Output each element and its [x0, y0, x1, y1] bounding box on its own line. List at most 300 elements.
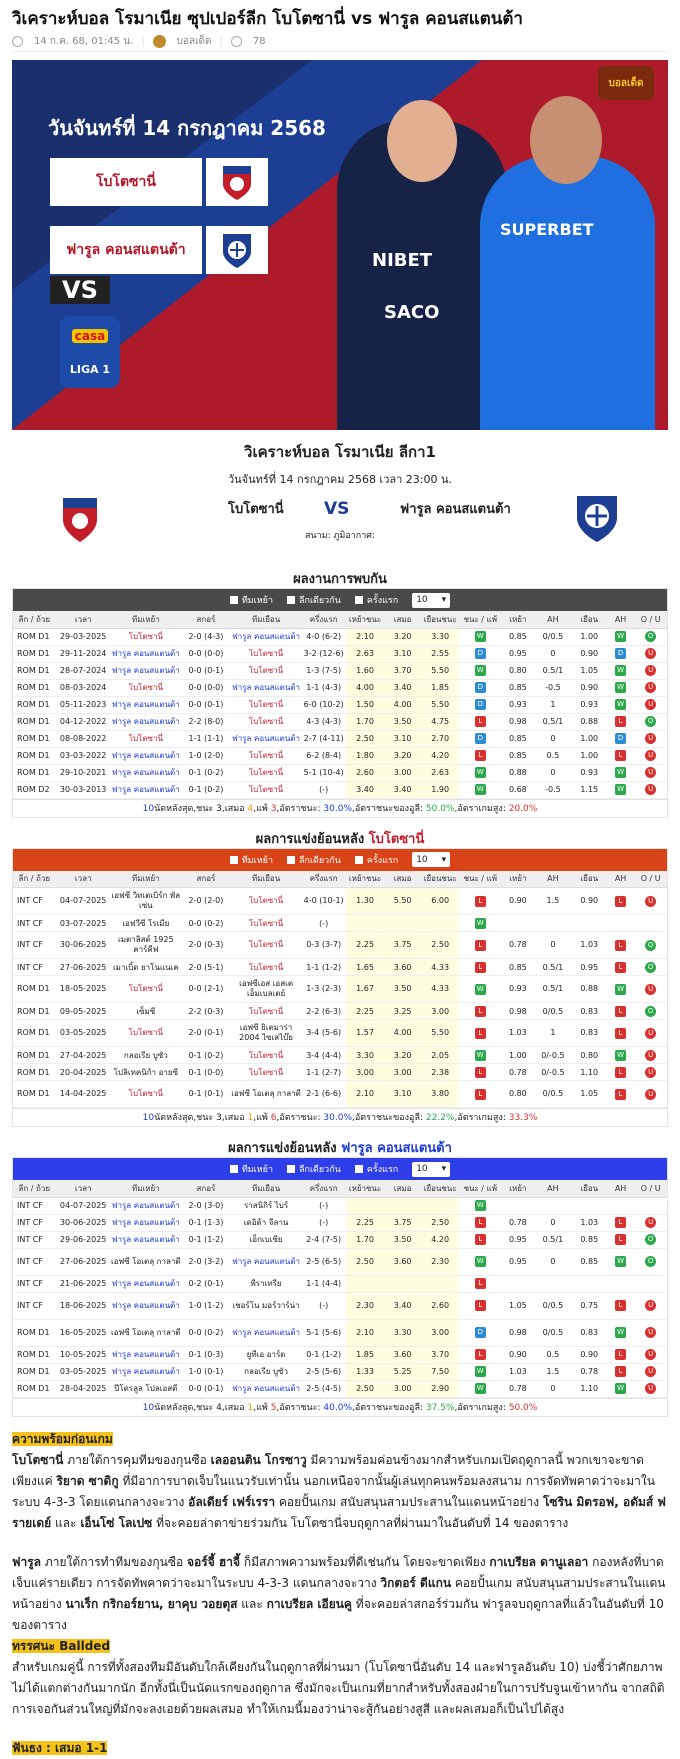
home-odds-cell: 2.25	[346, 1214, 384, 1231]
filter-same-league[interactable]: ลีกเดียวกัน	[287, 1162, 341, 1176]
ah-home-cell: 0.95	[502, 1231, 535, 1248]
ah-away-cell: 0.88	[572, 713, 607, 730]
half-time-cell: (-)	[301, 781, 346, 798]
ah-result-cell: W	[607, 1319, 635, 1346]
date-cell: 10-05-2025	[56, 1346, 111, 1363]
column-header: เวลา	[56, 1180, 111, 1197]
away-team-cell[interactable]: โบโตซานี่	[231, 645, 301, 662]
ah-result-cell: L	[607, 713, 635, 730]
ah-line-cell: 0/0.5	[534, 1319, 572, 1346]
home-odds-cell: 1.80	[346, 747, 384, 764]
ah-home-cell: 0.95	[502, 1248, 535, 1275]
result-cell: W	[459, 915, 502, 932]
away-team-cell[interactable]: ยูทีเอ อาร์ด	[231, 1346, 301, 1363]
score-cell: 2-0 (4-3)	[181, 628, 231, 645]
score-cell: 1-0 (0-1)	[181, 1363, 231, 1380]
ah-line-cell: -0.5	[534, 781, 572, 798]
half-time-cell: 3-2 (12-6)	[301, 645, 346, 662]
table-row	[13, 764, 667, 781]
ah-line-cell: 0.5/1	[534, 713, 572, 730]
away-team-cell[interactable]: โบโตซานี่	[231, 932, 301, 959]
score-cell: 0-0 (2-1)	[181, 976, 231, 1003]
ah-result-cell: L	[607, 959, 635, 976]
ah-home-cell: 0.98	[502, 713, 535, 730]
away-team-paragraph: ฟารูล ภายใต้การทำทีมของกุนซือ จอร์จี้ ฮาจี้ ก็มีสภาพความพร้อมที่ดีเช่นกัน โดยจะขาดเพียง กาเบรียล ดานูเลอา กองหลังที่บาดเจ็บแค่รายเดียว การจัดทัพคาดว่าจะมาในระบบ 4-3-3 แดนกลางจะวาง วิกตอร์ ดีแกน คอยปั้นเกม สนับสนุนสามประสานในแดนหน้าอย่าง นาเร็ก กริกอร์ยาน, ยาคุบ วอยตุส และ กาเบรียล เอียนคู ที่จะคอยล่าสกอร์ร่วมกัน ฟารูลจบฤดูกาลที่แล้วในอันดับที่ 10 ของตาราง	[12, 1554, 666, 1632]
draw-odds-cell: 4.00	[384, 696, 422, 713]
league-cell: INT CF	[13, 915, 56, 932]
author-avatar	[153, 35, 166, 48]
table-row	[13, 679, 667, 696]
date-cell: 27-06-2025	[56, 959, 111, 976]
home-team-cell[interactable]: ฟารูล คอนสแตนต้า	[111, 1275, 181, 1292]
result-cell: L	[459, 1020, 502, 1047]
league-cell: ROM D1	[13, 730, 56, 747]
filter-first-half[interactable]: ครั้งแรก	[355, 593, 398, 607]
away-odds-cell: 4.20	[421, 1231, 459, 1248]
date-cell: 18-05-2025	[56, 976, 111, 1003]
away-team-cell[interactable]: ฟารูล คอนสแตนต้า	[231, 679, 301, 696]
result-cell: L	[459, 1214, 502, 1231]
ou-cell: O	[634, 713, 667, 730]
ah-result-cell: L	[607, 1363, 635, 1380]
away-team-cell[interactable]: เชอร์โน มอร์วาร์น่า	[231, 1292, 301, 1319]
table-row	[13, 1292, 667, 1319]
home-odds-cell: 2.50	[346, 1248, 384, 1275]
away-team-cell[interactable]: โบโตซานี่	[231, 696, 301, 713]
filter-same-league[interactable]: ลีกเดียวกัน	[287, 853, 341, 867]
ah-result-cell: L	[607, 1231, 635, 1248]
home-team-cell[interactable]: โปลิเทคนิก้า อายซี	[111, 1064, 181, 1081]
home-team-cell[interactable]: โบโตซานี่	[111, 1020, 181, 1047]
prediction-paragraph: สำหรับเกมคู่นี้ การที่ทั้งสองทีมมีอันดับใกล้เคียงกันในฤดูกาลที่ผ่านมา (โบโตซานี่อันดับ 14 และฟารูลอันดับ 10) บ่งชี้ว่าศักยภาพไม่ได้แตกต่างกันมากนัก อีกทั้งนี่เป็นนัดแรกของฤดูกาล ซึ่งมักจะเป็นเกมที่ยากสำหรับทั้งสองฝ่ายในการปรับจูนเข้าหากัน จากสถิติการเจอกันส่วนใหญ่ที่มักจะลงเอยด้วยผลเสมอ ทำให้เกมนี้มองว่าน่าจะสู้กันอย่างสูสี และผลเสมอก็เป็นไปได้สูง	[12, 1659, 665, 1716]
away-team-cell[interactable]: ฟารูล คอนสแตนต้า	[231, 730, 301, 747]
home-odds-cell: 2.50	[346, 730, 384, 747]
away-team-cell[interactable]: พีราเทรีย	[231, 1275, 301, 1292]
result-cell: L	[459, 1231, 502, 1248]
column-header: AH	[607, 611, 635, 628]
away-team-cell[interactable]: ฟารูล คอนสแตนต้า	[231, 628, 301, 645]
league-cell: ROM D1	[13, 764, 56, 781]
half-time-cell: 1-1 (2-7)	[301, 1064, 346, 1081]
home-team-cell[interactable]: ฟารูล คอนสแตนต้า	[111, 662, 181, 679]
home-team-cell[interactable]: โบโตซานี่	[111, 976, 181, 1003]
half-time-cell: 3-4 (4-4)	[301, 1047, 346, 1064]
ou-cell: O	[634, 1003, 667, 1020]
count-select[interactable]: 10 ▾	[412, 593, 450, 608]
ou-cell	[634, 1275, 667, 1292]
date-cell: 04-07-2025	[56, 888, 111, 915]
home-team-cell[interactable]: เซ็มซี	[111, 1003, 181, 1020]
away-team-cell[interactable]: กลอเรีย บูซัว	[231, 1363, 301, 1380]
h2h-table	[13, 611, 667, 799]
draw-odds-cell: 3.00	[384, 1064, 422, 1081]
draw-odds-cell: 3.00	[384, 1380, 422, 1397]
home-team-cell[interactable]: เอฟซี โอเตลุ กาลาตี	[111, 1248, 181, 1275]
date-cell: 20-04-2025	[56, 1064, 111, 1081]
draw-odds-cell: 3.20	[384, 747, 422, 764]
score-cell: 1-0 (2-0)	[181, 747, 231, 764]
ah-away-cell: 1.05	[572, 662, 607, 679]
half-time-cell: 4-3 (4-3)	[301, 713, 346, 730]
ah-line-cell	[534, 1197, 572, 1214]
league-cell: ROM D1	[13, 1064, 56, 1081]
away-team-cell[interactable]: ฟารูล คอนสแตนต้า	[231, 1380, 301, 1397]
score-cell: 1-1 (1-1)	[181, 730, 231, 747]
banner-date: วันจันทร์ที่ 14 กรกฎาคม 2568	[48, 116, 326, 140]
result-cell: D	[459, 645, 502, 662]
league-cell: INT CF	[13, 1248, 56, 1275]
table-row	[13, 781, 667, 798]
analysis-heading: วิเคราะห์บอล โรมาเนีย ลีกา1	[244, 443, 436, 461]
ah-home-cell: 0.95	[502, 645, 535, 662]
ah-result-cell: W	[607, 764, 635, 781]
home-team-cell[interactable]: เมาเบิ้ด ยาโนแนเค	[111, 959, 181, 976]
table-row	[13, 713, 667, 730]
league-cell: ROM D1	[13, 1003, 56, 1020]
home-team-cell[interactable]: เอฟซี โอเตลุ กาลาตี	[111, 1319, 181, 1346]
ou-cell: U	[634, 976, 667, 1003]
ah-away-cell: 0.83	[572, 1319, 607, 1346]
table-row	[13, 1319, 667, 1346]
home-odds-cell: 4.00	[346, 679, 384, 696]
home-odds-cell: 2.10	[346, 1081, 384, 1108]
draw-odds-cell: 4.00	[384, 1020, 422, 1047]
away-odds-cell: 2.90	[421, 1380, 459, 1397]
ah-line-cell: 0	[534, 1380, 572, 1397]
result-cell: W	[459, 1197, 502, 1214]
home-team-cell[interactable]: ฟารูล คอนสแตนต้า	[111, 1292, 181, 1319]
table-row	[13, 1363, 667, 1380]
draw-odds-cell: 3.40	[384, 1292, 422, 1319]
score-cell: 0-0 (0-1)	[181, 662, 231, 679]
filter-first-half[interactable]: ครั้งแรก	[355, 1162, 398, 1176]
score-cell: 2-0 (5-1)	[181, 959, 231, 976]
date-cell: 08-08-2022	[56, 730, 111, 747]
ah-away-cell: 0.80	[572, 1047, 607, 1064]
ah-home-cell: 0.93	[502, 696, 535, 713]
date-cell: 28-07-2024	[56, 662, 111, 679]
away-team-cell[interactable]: ฟารูล คอนสแตนต้า	[231, 1319, 301, 1346]
home-odds-cell: 1.85	[346, 1346, 384, 1363]
date-cell: 05-11-2023	[56, 696, 111, 713]
away-team-cell[interactable]: เอฟซีเอส เอสเตเอ็มเบลเตย์	[231, 976, 301, 1003]
home-odds-cell: 2.10	[346, 628, 384, 645]
score-cell: 0-0 (0-1)	[181, 1380, 231, 1397]
result-cell: L	[459, 747, 502, 764]
table-row	[13, 1020, 667, 1047]
ah-away-cell: 0.85	[572, 1231, 607, 1248]
home-odds-cell: 2.60	[346, 764, 384, 781]
ah-result-cell	[607, 915, 635, 932]
draw-odds-cell: 3.60	[384, 1346, 422, 1363]
ah-result-cell: W	[607, 1047, 635, 1064]
draw-odds-cell: 3.40	[384, 781, 422, 798]
ah-line-cell: 0	[534, 645, 572, 662]
away-team-cell[interactable]: เดอิด้า จีลาน	[231, 1214, 301, 1231]
ou-cell: O	[634, 1248, 667, 1275]
home-team-cell[interactable]: ฟารูล คอนสแตนต้า	[111, 1363, 181, 1380]
away-team-cell[interactable]: เอ็กเบเซีย	[231, 1231, 301, 1248]
column-header: AH	[534, 1180, 572, 1197]
result-cell: L	[459, 959, 502, 976]
kickoff-time: วันจันทร์ที่ 14 กรกฎาคม 2568 เวลา 23:00 น.	[227, 473, 452, 486]
half-time-cell: (-)	[301, 1197, 346, 1214]
ah-home-cell: 0.98	[502, 1003, 535, 1020]
home-form-box	[12, 848, 668, 1128]
column-header: ชนะ / แพ้	[459, 871, 502, 888]
away-odds-cell: 3.00	[421, 1319, 459, 1346]
league-cell: ROM D1	[13, 747, 56, 764]
away-odds-cell	[421, 915, 459, 932]
away-filter-bar	[13, 1158, 667, 1180]
home-team-cell[interactable]: เอฟวีซี โรเมีย	[111, 915, 181, 932]
away-team-cell[interactable]: โบโตซานี่	[231, 1047, 301, 1064]
ah-away-cell: 0.83	[572, 1003, 607, 1020]
ou-cell: U	[634, 1319, 667, 1346]
date-cell: 14-04-2025	[56, 1081, 111, 1108]
home-team-cell[interactable]: ฟารูล คอนสแตนต้า	[111, 696, 181, 713]
ah-away-cell	[572, 1197, 607, 1214]
home-team-cell[interactable]: ฟารูล คอนสแตนต้า	[111, 1197, 181, 1214]
table-row	[13, 932, 667, 959]
away-team-cell[interactable]: โบโตซานี่	[231, 747, 301, 764]
half-time-cell: (-)	[301, 915, 346, 932]
away-team-name[interactable]: ฟารูล คอนสแตนต้า	[400, 502, 511, 517]
section-ready-heading: ความพร้อมก่อนเกม	[12, 1431, 113, 1446]
table-row	[13, 1064, 667, 1081]
home-team-cell[interactable]: ฟารูล คอนสแตนต้า	[111, 764, 181, 781]
home-team-cell[interactable]: ฟารูล คอนสแตนต้า	[111, 713, 181, 730]
result-cell: D	[459, 679, 502, 696]
venue-info: สนาม: ภูมิอากาศ:	[304, 531, 376, 541]
away-odds-cell: 4.33	[421, 976, 459, 1003]
ah-away-cell: 0.95	[572, 959, 607, 976]
ou-cell: U	[634, 764, 667, 781]
column-header: เหย้า	[502, 611, 535, 628]
ah-line-cell: 0.5	[534, 747, 572, 764]
column-header: O / U	[634, 611, 667, 628]
result-cell: L	[459, 1081, 502, 1108]
home-team-cell[interactable]: โบโตซานี่	[111, 628, 181, 645]
filter-same-league[interactable]: ลีกเดียวกัน	[287, 593, 341, 607]
ah-result-cell: D	[607, 645, 635, 662]
author-name[interactable]: บอลเด็ด	[176, 36, 212, 47]
column-header: ชนะ / แพ้	[459, 1180, 502, 1197]
home-team-cell[interactable]: ฟารูล คอนสแตนต้า	[111, 1214, 181, 1231]
home-odds-cell: 1.70	[346, 1231, 384, 1248]
filter-same-home[interactable]: ทีมเหย้า	[230, 1162, 273, 1176]
ah-away-cell: 1.03	[572, 1214, 607, 1231]
table-row	[13, 1380, 667, 1397]
result-cell: L	[459, 1346, 502, 1363]
ah-home-cell: 0.90	[502, 888, 535, 915]
eye-icon	[231, 36, 242, 47]
result-cell: W	[459, 1363, 502, 1380]
league-cell: INT CF	[13, 1275, 56, 1292]
ah-home-cell: 0.98	[502, 1319, 535, 1346]
league-cell: INT CF	[13, 932, 56, 959]
ah-line-cell: 0	[534, 764, 572, 781]
away-odds-cell: 4.75	[421, 713, 459, 730]
score-cell: 0-1 (1-2)	[181, 1231, 231, 1248]
draw-odds-cell: 5.25	[384, 1363, 422, 1380]
away-odds-cell: 2.63	[421, 764, 459, 781]
ou-cell: U	[634, 662, 667, 679]
result-cell: D	[459, 1319, 502, 1346]
date-cell: 04-07-2025	[56, 1197, 111, 1214]
home-odds-cell: 1.30	[346, 888, 384, 915]
away-team-cell[interactable]: โบโตซานี่	[231, 781, 301, 798]
table-row	[13, 959, 667, 976]
home-team-cell[interactable]: เมตาลิสต์ 1925 คาร์คีฟ	[111, 932, 181, 959]
away-odds-cell: 4.33	[421, 959, 459, 976]
ou-cell: U	[634, 747, 667, 764]
league-cell: ROM D1	[13, 1047, 56, 1064]
league-cell: ROM D1	[13, 645, 56, 662]
filter-same-home[interactable]: ทีมเหย้า	[230, 853, 273, 867]
count-select[interactable]: 10 ▾	[412, 852, 450, 867]
away-odds-cell: 2.60	[421, 1292, 459, 1319]
home-team-name[interactable]: โบโตซานี่	[228, 502, 284, 517]
ah-line-cell	[534, 915, 572, 932]
h2h-table-box	[12, 588, 668, 818]
home-team-cell[interactable]: ฟารูล คอนสแตนต้า	[111, 1346, 181, 1363]
away-team-cell[interactable]: โบโตซานี่	[231, 1064, 301, 1081]
ah-result-cell: W	[607, 696, 635, 713]
h2h-filter-bar	[13, 589, 667, 611]
home-team-cell[interactable]: ฟารูล คอนสแตนต้า	[111, 747, 181, 764]
result-cell: W	[459, 976, 502, 1003]
draw-odds-cell: 3.60	[384, 959, 422, 976]
half-time-cell: 6-0 (10-2)	[301, 696, 346, 713]
score-cell: 2-0 (0-1)	[181, 1020, 231, 1047]
ah-result-cell: W	[607, 662, 635, 679]
ah-line-cell: 1	[534, 1020, 572, 1047]
match-header	[12, 488, 668, 558]
away-team-cell[interactable]: โบโตซานี่	[231, 1003, 301, 1020]
home-team-cell[interactable]: โบโตซานี่	[111, 730, 181, 747]
home-team-cell[interactable]: ฟารูล คอนสแตนต้า	[111, 1231, 181, 1248]
league-cell: ROM D1	[13, 713, 56, 730]
ah-line-cell: 0/0.5	[534, 628, 572, 645]
ah-home-cell: 0.78	[502, 1064, 535, 1081]
ah-result-cell: W	[607, 679, 635, 696]
ah-away-cell: 1.00	[572, 628, 607, 645]
ah-home-cell: 0.93	[502, 976, 535, 1003]
away-team-cell[interactable]: โบโตซานี่	[231, 662, 301, 679]
score-cell: 0-0 (0-2)	[181, 1319, 231, 1346]
away-team-cell[interactable]: ฟารูล คอนสแตนต้า	[231, 1248, 301, 1275]
home-team-cell[interactable]: โบโตซานี่	[111, 679, 181, 696]
league-cell: INT CF	[13, 959, 56, 976]
ah-result-cell: W	[607, 1248, 635, 1275]
column-header: ทีมเหย้า	[111, 871, 181, 888]
result-cell: L	[459, 1292, 502, 1319]
score-cell: 0-0 (0-1)	[181, 696, 231, 713]
table-row	[13, 1003, 667, 1020]
article-title: วิเคราะห์บอล โรมาเนีย ซุปเปอร์ลีก โบโตซานี่ vs ฟารูล คอนสแตนต้า	[12, 9, 523, 29]
filter-same-home[interactable]: ทีมเหย้า	[230, 593, 273, 607]
away-team-cell[interactable]: โบโตซานี่	[231, 915, 301, 932]
away-team-cell[interactable]: ราสนิกิร์ ไบร์	[231, 1197, 301, 1214]
verdict: ฟันธง : เสมอ 1-1	[12, 1740, 108, 1755]
league-cell: ROM D1	[13, 628, 56, 645]
away-team-cell[interactable]: โบโตซานี่	[231, 764, 301, 781]
date-cell: 03-05-2025	[56, 1020, 111, 1047]
count-select[interactable]: 10 ▾	[412, 1162, 450, 1177]
home-team-cell[interactable]: โบโตซานี่	[111, 1081, 181, 1108]
ah-away-cell: 1.00	[572, 747, 607, 764]
half-time-cell: (-)	[301, 1292, 346, 1319]
away-team-cell[interactable]: เอฟซี โอเตลุ กาลาตี	[231, 1081, 301, 1108]
home-form-title: ผลการแข่งย้อนหลัง โบโตซานี่	[255, 831, 425, 847]
banner-vs: VS	[50, 276, 110, 304]
home-odds-cell: 1.57	[346, 1020, 384, 1047]
ah-result-cell: L	[607, 747, 635, 764]
date-cell: 30-03-2013	[56, 781, 111, 798]
draw-odds-cell: 3.60	[384, 1248, 422, 1275]
score-cell: 0-1 (0-1)	[181, 1081, 231, 1108]
home-team-cell[interactable]: เอฟซี วิทเตเบิร์ก พัลเซ่น	[111, 888, 181, 915]
table-row	[13, 1214, 667, 1231]
home-odds-cell	[346, 1197, 384, 1214]
away-odds-cell: 2.05	[421, 1047, 459, 1064]
result-cell: L	[459, 1003, 502, 1020]
ah-away-cell: 0.90	[572, 679, 607, 696]
half-time-cell: 2-7 (4-11)	[301, 730, 346, 747]
home-team-cell[interactable]: ปีโตรลูล โปลเอสตี	[111, 1380, 181, 1397]
filter-first-half[interactable]: ครั้งแรก	[355, 853, 398, 867]
date-cell: 16-05-2025	[56, 1319, 111, 1346]
league-cell: ROM D1	[13, 976, 56, 1003]
draw-odds-cell: 3.10	[384, 730, 422, 747]
away-team-cell[interactable]: โบโตซานี่	[231, 713, 301, 730]
draw-odds-cell: 5.50	[384, 888, 422, 915]
draw-odds-cell: 3.00	[384, 764, 422, 781]
ah-away-cell: 0.88	[572, 976, 607, 1003]
league-cell: ROM D1	[13, 696, 56, 713]
ah-result-cell: L	[607, 932, 635, 959]
result-cell: W	[459, 1248, 502, 1275]
table-row	[13, 1275, 667, 1292]
ah-line-cell: 0.5/1	[534, 976, 572, 1003]
half-time-cell: 3-4 (5-6)	[301, 1020, 346, 1047]
column-header: สกอร์	[181, 1180, 231, 1197]
away-team-cell[interactable]: โบโตซานี่	[231, 888, 301, 915]
home-odds-cell: 2.25	[346, 932, 384, 959]
ah-line-cell: -0.5	[534, 679, 572, 696]
column-header: ลีก / ถ้วย	[13, 1180, 56, 1197]
score-cell: 0-0 (0-2)	[181, 915, 231, 932]
ah-result-cell: L	[607, 1003, 635, 1020]
column-header: ทีมเหย้า	[111, 1180, 181, 1197]
away-team-cell[interactable]: โบโตซานี่	[231, 959, 301, 976]
league-cell: INT CF	[13, 1292, 56, 1319]
half-time-cell: 2-2 (6-3)	[301, 1003, 346, 1020]
result-cell: W	[459, 628, 502, 645]
half-time-cell: 2-5 (5-6)	[301, 1363, 346, 1380]
column-header: เวลา	[56, 611, 111, 628]
home-team-cell[interactable]: กลอเรีย บูซัว	[111, 1047, 181, 1064]
home-odds-cell: 1.67	[346, 976, 384, 1003]
ah-home-cell: 0.80	[502, 662, 535, 679]
away-team-cell[interactable]: เอฟซี ยิเตมาร่า 2004 ไซเสไบ๊ย	[231, 1020, 301, 1047]
league-cell: ROM D1	[13, 1380, 56, 1397]
home-team-cell[interactable]: ฟารูล คอนสแตนต้า	[111, 645, 181, 662]
home-team-cell[interactable]: ฟารูล คอนสแตนต้า	[111, 781, 181, 798]
ah-away-cell	[572, 915, 607, 932]
home-form-summary: 10นัดหลังสุด,ชนะ 3,เสมอ 1,แพ้ 6,อัตราชนะ: 30.0%,อัตราชนะของอูลี: 22.2%,อัตราเกมสูง: 33.3%	[13, 1108, 667, 1126]
